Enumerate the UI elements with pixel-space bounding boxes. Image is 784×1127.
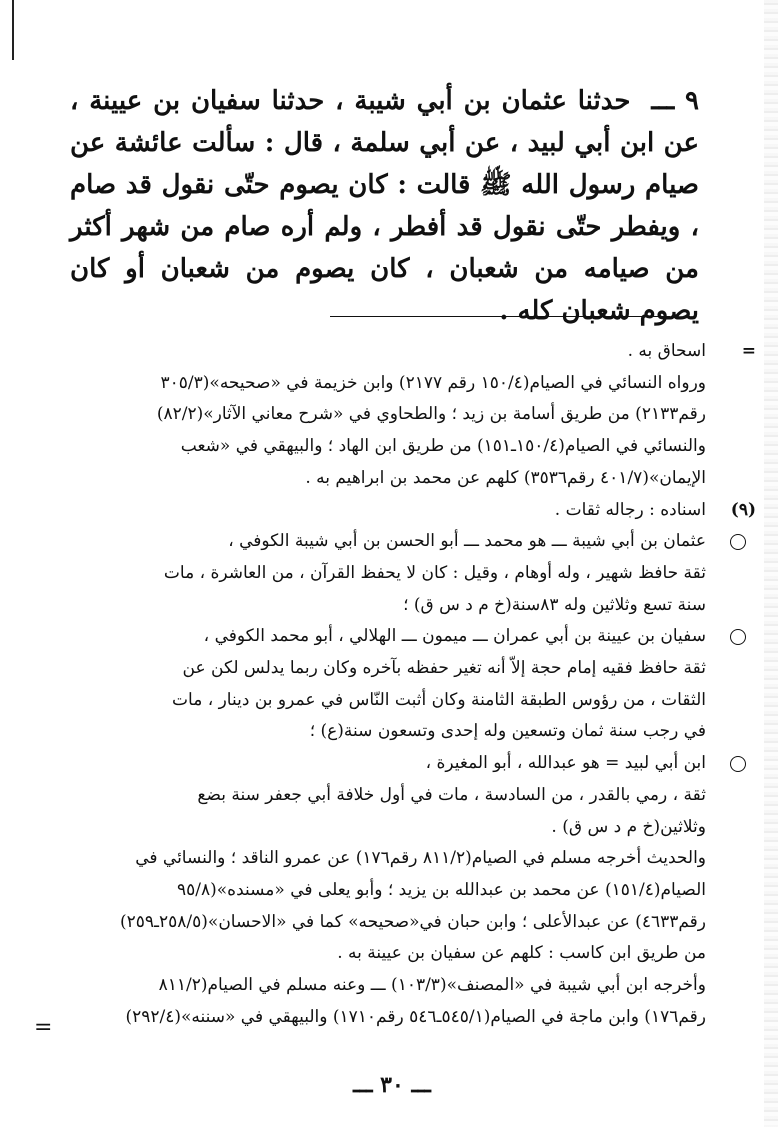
page-edge-mark bbox=[12, 0, 14, 60]
takhrij-line: رقم٤٦٣٣) عن عبدالأعلى ؛ وابن حبان في«صحيحه» كما في «الاحسان»(٢٥٨/٥ـ٢٥٩) bbox=[119, 911, 706, 932]
narrator-detail: في رجب سنة ثمان وتسعين وله إحدى وتسعون سنة(ع) ؛ bbox=[309, 721, 706, 742]
page-number: ـــ ٣٠ ـــ bbox=[353, 1072, 431, 1098]
footnote-9 bbox=[70, 495, 756, 527]
footnote-line: رقم٢١٣٣) من طريق أسامة بن زيد ؛ والطحاوي في «شرح معاني الآثار»(٨٢/٢) bbox=[156, 404, 706, 425]
narrator-name: عثمان بن أبي شيبة ـــ هو محمد ـــ أبو الحسن بن أبي شيبة الكوفي ، bbox=[228, 531, 706, 552]
narrator-name: ابن أبي لبيد = هو عبدالله ، أبو المغيرة ، bbox=[425, 753, 706, 774]
narrator-entry bbox=[70, 748, 706, 780]
narrator-name: سفيان بن عيينة بن أبي عمران ـــ ميمون ـــ الهلالي ، أبو محمد الكوفي ، bbox=[203, 626, 706, 647]
footnote-line: الإيمان»(٤٠١/٧ رقم٣٥٣٦) كلهم عن محمد بن ابراهيم به . bbox=[305, 467, 706, 488]
narrator-detail: سنة تسع وثلاثين وله ٨٣سنة(خ م د س ق) ؛ bbox=[403, 594, 706, 615]
narrator-entry bbox=[70, 621, 706, 653]
continues-marker: = bbox=[34, 1015, 53, 1040]
narrator-entry bbox=[70, 526, 706, 558]
narrator-detail: ثقة حافظ شهير ، وله أوهام ، وقيل : كان لا يحفظ القرآن ، من العاشرة ، مات bbox=[163, 562, 706, 583]
takhrij-line: وأخرجه ابن أبي شيبة في «المصنف»(١٠٣/٣) ـــ وعنه مسلم في الصيام(٨١١/٢ bbox=[158, 975, 706, 996]
footnote-line: اسحاق به . bbox=[627, 341, 706, 361]
takhrij-line: الصيام(١٥١/٤) عن محمد بن عبدالله بن يزيد ؛ وأبو يعلى في «مسنده»(٩٥/٨ bbox=[177, 879, 706, 900]
narrator-detail: ثقة ، رمي بالقدر ، من السادسة ، مات في أول خلافة أبي جعفر سنة بضع bbox=[197, 784, 706, 805]
hadith-body: حدثنا عثمان بن أبي شيبة ، حدثنا سفيان بن عيينة ، عن ابن أبي لبيد ، عن أبي سلمة ، قال : سألت عائشة عن صيام رسول الله ﷺ قالت : كان يصوم حتّى نقول قد صام ، ويفطر حتّى نقول قد أفطر ، ولم أره صام من شهر أكثر من صيامه من شعبان ، كان يصوم من شعبان أو كان يصوم شعبان كله . bbox=[70, 86, 699, 326]
hadith-number: ٩ ـــ bbox=[651, 86, 700, 116]
circle-bullet-icon bbox=[730, 756, 746, 772]
footnote-number: (٩) bbox=[730, 499, 756, 520]
takhrij-line: من طريق ابن كاسب : كلهم عن سفيان بن عيينة به . bbox=[337, 943, 706, 964]
footnotes-block bbox=[70, 336, 756, 1033]
continuation-marker: = bbox=[741, 341, 756, 361]
hadith-text-block bbox=[70, 80, 699, 332]
narrator-detail: ثقة حافظ فقيه إمام حجة إلاّ أنه تغير حفظه بآخره وكان ربما يدلس لكن عن bbox=[182, 658, 706, 679]
takhrij-line: رقم١٧٦) وابن ماجة في الصيام(٥٤٥/١ـ٥٤٦ رقم١٧١٠) والبيهقي في «سننه»(٢٩٢/٤) bbox=[125, 1006, 706, 1027]
circle-bullet-icon bbox=[730, 534, 746, 550]
footnote-separator bbox=[330, 316, 670, 317]
footnote-line: اسناده : رجاله ثقات . bbox=[554, 499, 706, 520]
footnote-line: والنسائي في الصيام(١٥٠/٤ـ١٥١) من طريق ابن الهاد ؛ والبيهقي في «شعب bbox=[180, 436, 706, 457]
takhrij-line: والحديث أخرجه مسلم في الصيام(٨١١/٢ رقم١٧٦) عن عمرو الناقد ؛ والنسائي في bbox=[135, 848, 706, 869]
hadith-paragraph bbox=[70, 80, 699, 332]
page-edge-shadow bbox=[764, 0, 778, 1127]
narrator-detail: وثلاثين(خ م د س ق) . bbox=[551, 816, 706, 837]
narrator-detail: الثقات ، من رؤوس الطبقة الثامنة وكان أثبت النّاس في عمرو بن دينار ، مات bbox=[172, 689, 706, 710]
circle-bullet-icon bbox=[730, 629, 746, 645]
footnote-line: ورواه النسائي في الصيام(١٥٠/٤ رقم ٢١٧٧) وابن خزيمة في «صحيحه»(٣٠٥/٣ bbox=[160, 372, 706, 393]
footnote-continuation bbox=[70, 336, 756, 368]
